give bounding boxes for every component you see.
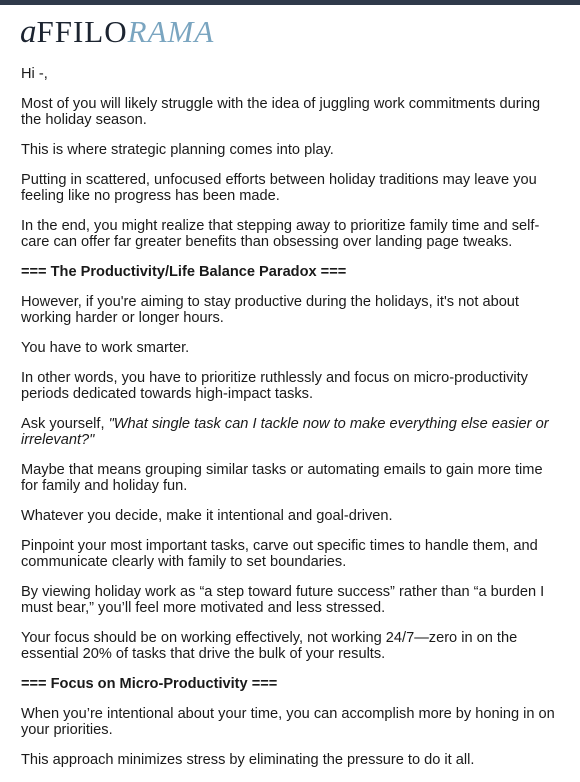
section-heading: === The Productivity/Life Balance Paradox === [21, 264, 347, 280]
paragraph: Your focus should be on working effectively, not working 24/7—zero in on the essential 20% of tasks that drive the bulk of your results. [21, 630, 518, 662]
logo-part-affilo: FFILO [36, 14, 128, 49]
paragraph: By viewing holiday work as “a step toward future success” rather than “a burden I must bear,” you’ll feel more motivated and less stressed. [21, 584, 545, 616]
paragraph: Pinpoint your most important tasks, carve out specific times to handle them, and communicate clearly with family to set boundaries. [21, 538, 538, 570]
paragraph: In the end, you might realize that stepping away to prioritize family time and self-care can offer far greater benefits than obsessing over landing page tweaks. [21, 218, 540, 250]
quote: "What single task can I tackle now to make everything else easier or irrelevant?" [21, 416, 549, 448]
paragraph: This approach minimizes stress by eliminating the pressure to do it all. [21, 752, 475, 768]
paragraph: This is where strategic planning comes into play. [21, 142, 334, 158]
paragraph: Maybe that means grouping similar tasks or automating emails to gain more time for family and holiday fun. [21, 462, 543, 494]
logo-part-rama: RAMA [127, 14, 215, 49]
greeting: Hi -, [21, 66, 48, 82]
top-bar [0, 0, 580, 5]
paragraph: Most of you will likely struggle with the idea of juggling work commitments during the holiday season. [21, 96, 541, 128]
section-heading: === Focus on Micro-Productivity === [21, 676, 278, 692]
paragraph: In other words, you have to prioritize ruthlessly and focus on micro-productivity periods dedicated towards high-impact tasks. [21, 370, 528, 402]
logo-first-letter: a [20, 14, 37, 50]
paragraph: You have to work smarter. [21, 340, 190, 356]
paragraph: Whatever you decide, make it intentional and goal-driven. [21, 508, 393, 524]
quote-prefix: Ask yourself, [21, 416, 109, 432]
affilorama-logo[interactable] [20, 14, 214, 50]
paragraph: Putting in scattered, unfocused efforts between holiday traditions may leave you feeling like no progress has been made. [21, 172, 537, 204]
paragraph: However, if you're aiming to stay productive during the holidays, it's not about working harder or longer hours. [21, 294, 519, 326]
email-body [21, 66, 561, 782]
paragraph: When you’re intentional about your time, you can accomplish more by honing in on your priorities. [21, 706, 555, 738]
paragraph-with-quote [21, 416, 561, 448]
